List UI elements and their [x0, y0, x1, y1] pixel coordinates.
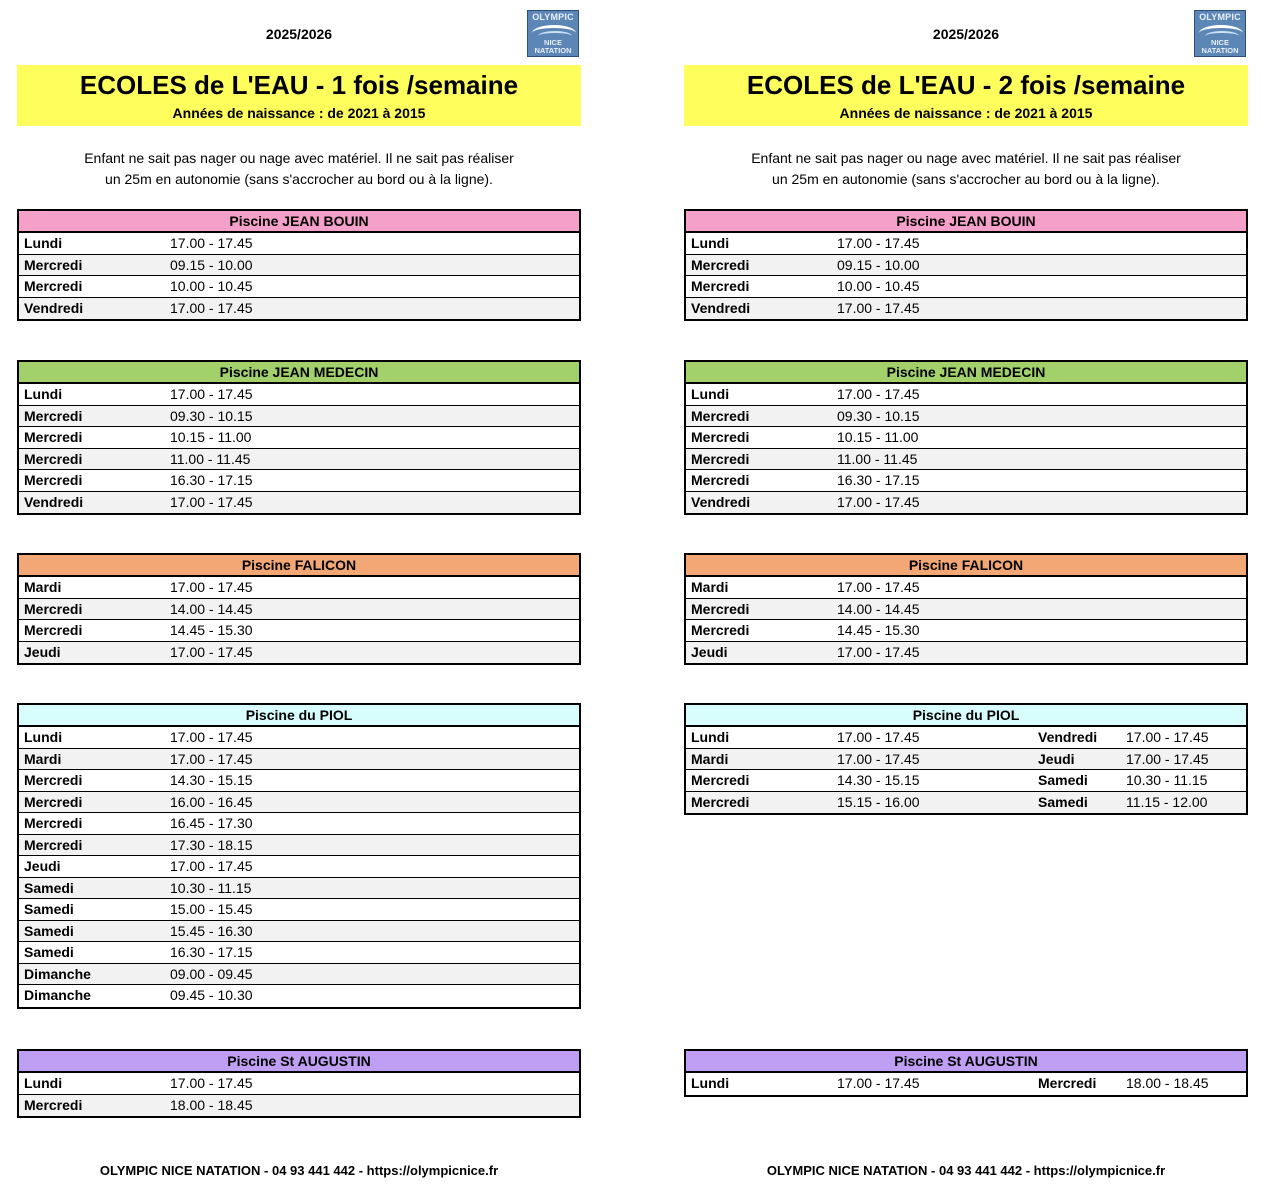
pool-header: Piscine JEAN BOUIN [686, 211, 1246, 233]
pool-piol [17, 703, 581, 1009]
pool-header: Piscine St AUGUSTIN [19, 1051, 579, 1073]
table-row: Samedi 15.45 - 16.30 [19, 921, 579, 943]
pool-jean-medecin [684, 360, 1248, 515]
table-row: Samedi 16.30 - 17.15 [19, 942, 579, 964]
table-row: Lundi 17.00 - 17.45 [686, 233, 1246, 255]
schedule-2x-week [684, 0, 1248, 1188]
birth-years: Années de naissance : de 2021 à 2015 [839, 105, 1093, 121]
pool-st-augustin [17, 1049, 581, 1118]
table-row: Mercredi 16.45 - 17.30 [19, 813, 579, 835]
table-row: Mercredi 15.15 - 16.00 Samedi 11.15 - 12.00 [686, 792, 1246, 814]
page-title: ECOLES de L'EAU - 1 fois /semaine [79, 70, 519, 100]
footer-contact: OLYMPIC NICE NATATION - 04 93 441 442 - https://olympicnice.fr [766, 1163, 1166, 1178]
pool-header: Piscine JEAN MEDECIN [19, 362, 579, 384]
logo-text-bottom: NICE NATATION [534, 38, 572, 55]
table-row: Mercredi 14.30 - 15.15 [19, 770, 579, 792]
pool-jean-medecin [17, 360, 581, 515]
table-row: Mercredi 14.45 - 15.30 [686, 620, 1246, 642]
pool-header: Piscine JEAN MEDECIN [686, 362, 1246, 384]
title-banner [17, 65, 581, 126]
footer-contact: OLYMPIC NICE NATATION - 04 93 441 442 - https://olympicnice.fr [99, 1163, 499, 1178]
table-row: Mardi 17.00 - 17.45 [19, 577, 579, 599]
table-row: Lundi 17.00 - 17.45 Mercredi 18.00 - 18.45 [686, 1073, 1246, 1095]
table-row: Vendredi 17.00 - 17.45 [19, 492, 579, 514]
pool-header: Piscine FALICON [19, 555, 579, 577]
table-row: Mardi 17.00 - 17.45 [19, 749, 579, 771]
table-row: Mercredi 11.00 - 11.45 [19, 449, 579, 471]
olympic-nice-logo [527, 10, 579, 57]
table-row: Dimanche 09.45 - 10.30 [19, 985, 579, 1007]
table-row: Lundi 17.00 - 17.45 [686, 384, 1246, 406]
table-row: Mercredi 14.45 - 15.30 [19, 620, 579, 642]
table-row: Mercredi 09.15 - 10.00 [686, 255, 1246, 277]
table-row: Mardi 17.00 - 17.45 Jeudi 17.00 - 17.45 [686, 749, 1246, 771]
table-row: Lundi 17.00 - 17.45 [19, 233, 579, 255]
table-row: Mercredi 14.00 - 14.45 [19, 599, 579, 621]
table-row: Dimanche 09.00 - 09.45 [19, 964, 579, 986]
table-row: Mercredi 17.30 - 18.15 [19, 835, 579, 857]
pool-header: Piscine St AUGUSTIN [686, 1051, 1246, 1073]
page-title: ECOLES de L'EAU - 2 fois /semaine [746, 70, 1186, 100]
pool-jean-bouin [684, 209, 1248, 321]
title-banner [684, 65, 1248, 126]
schedule-1x-week [17, 0, 581, 1188]
level-description: Enfant ne sait pas nager ou nage avec matériel. Il ne sait pas réaliser un 25m en autonomie (sans s'accrocher au bord ou à la ligne). [84, 150, 514, 187]
table-row: Mercredi 16.30 - 17.15 [19, 470, 579, 492]
pool-falicon [684, 553, 1248, 665]
birth-years: Années de naissance : de 2021 à 2015 [172, 105, 426, 121]
table-row: Jeudi 17.00 - 17.45 [19, 856, 579, 878]
table-row: Mercredi 10.00 - 10.45 [19, 276, 579, 298]
table-row: Lundi 17.00 - 17.45 [19, 727, 579, 749]
logo-text-bottom: NICE NATATION [1201, 38, 1239, 55]
table-row: Lundi 17.00 - 17.45 Vendredi 17.00 - 17.45 [686, 727, 1246, 749]
pool-jean-bouin [17, 209, 581, 321]
pool-header: Piscine du PIOL [686, 705, 1246, 727]
table-row: Mercredi 18.00 - 18.45 [19, 1095, 579, 1117]
table-row: Vendredi 17.00 - 17.45 [686, 298, 1246, 320]
table-row: Mercredi 16.30 - 17.15 [686, 470, 1246, 492]
pool-header: Piscine FALICON [686, 555, 1246, 577]
table-row: Jeudi 17.00 - 17.45 [19, 642, 579, 664]
table-row: Lundi 17.00 - 17.45 [19, 384, 579, 406]
pool-falicon [17, 553, 581, 665]
pool-header: Piscine du PIOL [19, 705, 579, 727]
table-row: Mercredi 10.00 - 10.45 [686, 276, 1246, 298]
table-row: Lundi 17.00 - 17.45 [19, 1073, 579, 1095]
table-row: Mercredi 10.15 - 11.00 [19, 427, 579, 449]
season-label: 2025/2026 [265, 26, 333, 42]
table-row: Samedi 15.00 - 15.45 [19, 899, 579, 921]
pool-header: Piscine JEAN BOUIN [19, 211, 579, 233]
table-row: Mercredi 09.30 - 10.15 [19, 406, 579, 428]
season-label: 2025/2026 [932, 26, 1000, 42]
pool-piol [684, 703, 1248, 815]
table-row: Mercredi 10.15 - 11.00 [686, 427, 1246, 449]
logo-text-top: OLYMPIC [1199, 12, 1241, 22]
table-row: Mardi 17.00 - 17.45 [686, 577, 1246, 599]
table-row: Jeudi 17.00 - 17.45 [686, 642, 1246, 664]
table-row: Mercredi 09.15 - 10.00 [19, 255, 579, 277]
table-row: Vendredi 17.00 - 17.45 [686, 492, 1246, 514]
table-row: Mercredi 16.00 - 16.45 [19, 792, 579, 814]
pool-st-augustin [684, 1049, 1248, 1097]
logo-text-top: OLYMPIC [532, 12, 574, 22]
table-row: Samedi 10.30 - 11.15 [19, 878, 579, 900]
olympic-nice-logo [1194, 10, 1246, 57]
table-row: Mercredi 09.30 - 10.15 [686, 406, 1246, 428]
level-description: Enfant ne sait pas nager ou nage avec matériel. Il ne sait pas réaliser un 25m en autonomie (sans s'accrocher au bord ou à la ligne). [751, 150, 1181, 187]
table-row: Mercredi 14.00 - 14.45 [686, 599, 1246, 621]
table-row: Mercredi 14.30 - 15.15 Samedi 10.30 - 11.15 [686, 770, 1246, 792]
table-row: Vendredi 17.00 - 17.45 [19, 298, 579, 320]
table-row: Mercredi 11.00 - 11.45 [686, 449, 1246, 471]
